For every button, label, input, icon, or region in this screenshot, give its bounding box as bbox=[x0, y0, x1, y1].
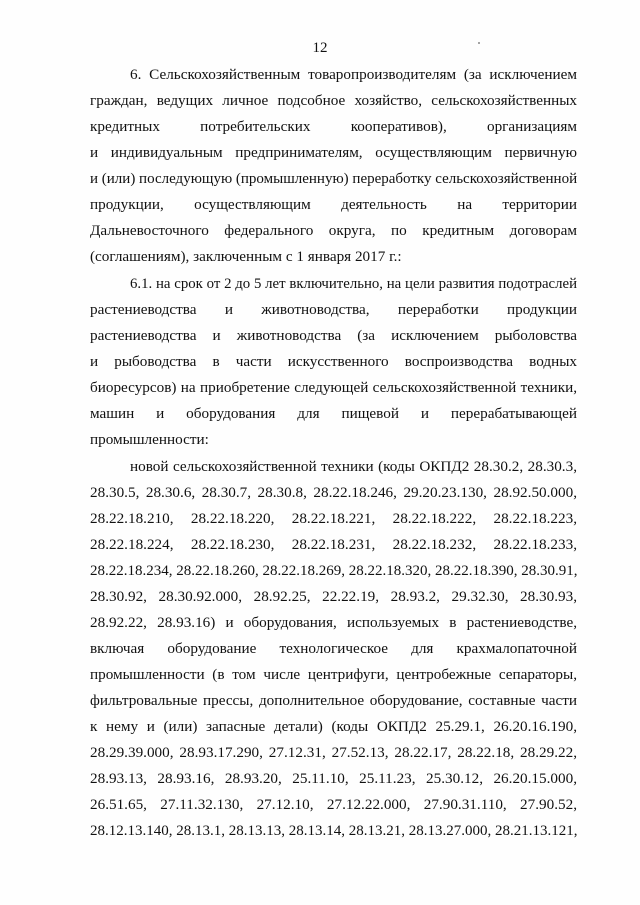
paragraph-6-1-line: растениеводства и животноводства (за исключением рыболовства bbox=[90, 327, 577, 344]
paragraph-6-line: кредитных потребительских кооперативов), организациям bbox=[90, 118, 577, 135]
page-number: 12 bbox=[312, 40, 328, 56]
equipment-list-line: фильтровальные прессы, дополнительное оборудование, составные части bbox=[90, 692, 577, 709]
equipment-list-line: 28.22.18.234, 28.22.18.260, 28.22.18.269, 28.22.18.320, 28.22.18.390, 28.30.91, bbox=[90, 563, 578, 579]
paragraph-6-line: 6. Сельскохозяйственным товаропроизводителям (за исключением bbox=[130, 66, 577, 83]
paragraph-6-line: и индивидуальным предпринимателям, осуществляющим первичную bbox=[90, 144, 577, 161]
paragraph-6-1-line: растениеводства и животноводства, переработки продукции bbox=[90, 301, 577, 318]
equipment-list-line: промышленности (в том числе центрифуги, центробежные сепараторы, bbox=[90, 666, 577, 683]
paragraph-6-1-line: 6.1. на срок от 2 до 5 лет включительно, на цели развития подотраслей bbox=[130, 276, 577, 292]
paragraph-6-1-line: и рыбоводства в части искусственного воспроизводства водных bbox=[90, 353, 577, 370]
paragraph-6-1-line: биоресурсов) на приобретение следующей сельскохозяйственной техники, bbox=[90, 379, 577, 396]
paragraph-6-line: граждан, ведущих личное подсобное хозяйство, сельскохозяйственных bbox=[90, 92, 577, 109]
paragraph-6-line: (соглашениям), заключенным с 1 января 2017 г.: bbox=[90, 248, 402, 265]
equipment-list-line: 26.51.65, 27.11.32.130, 27.12.10, 27.12.22.000, 27.90.31.110, 27.90.52, bbox=[90, 796, 577, 813]
paragraph-6-1-line: машин и оборудования для пищевой и перерабатывающей bbox=[90, 405, 577, 422]
equipment-list-line: 28.22.18.210, 28.22.18.220, 28.22.18.221, 28.22.18.222, 28.22.18.223, bbox=[90, 510, 577, 527]
equipment-list-line: 28.12.13.140, 28.13.1, 28.13.13, 28.13.14, 28.13.21, 28.13.27.000, 28.21.13.121, bbox=[90, 823, 578, 839]
equipment-list-line: 28.93.13, 28.93.16, 28.93.20, 25.11.10, 25.11.23, 25.30.12, 26.20.15.000, bbox=[90, 770, 577, 787]
paragraph-6-line: Дальневосточного федерального округа, по кредитным договорам bbox=[90, 222, 577, 239]
equipment-list-line: 28.30.5, 28.30.6, 28.30.7, 28.30.8, 28.22.18.246, 29.20.23.130, 28.92.50.000, bbox=[90, 484, 577, 501]
equipment-list-line: включая оборудование технологическое для крахмалопаточной bbox=[90, 640, 577, 657]
equipment-list-line: к нему и (или) запасные детали) (коды ОКПД2 25.29.1, 26.20.16.190, bbox=[90, 718, 577, 735]
paragraph-6-line: продукции, осуществляющим деятельность на территории bbox=[90, 196, 577, 213]
paragraph-6-1-line: промышленности: bbox=[90, 431, 209, 448]
equipment-list-line: 28.22.18.224, 28.22.18.230, 28.22.18.231, 28.22.18.232, 28.22.18.233, bbox=[90, 536, 577, 553]
equipment-list-line: 28.92.22, 28.93.16) и оборудования, используемых в растениеводстве, bbox=[90, 614, 577, 631]
paragraph-6-line: и (или) последующую (промышленную) переработку сельскохозяйственной bbox=[90, 171, 578, 187]
equipment-list-line: 28.30.92, 28.30.92.000, 28.92.25, 22.22.19, 28.93.2, 29.32.30, 28.30.93, bbox=[90, 588, 577, 605]
equipment-list-line: новой сельскохозяйственной техники (коды ОКПД2 28.30.2, 28.30.3, bbox=[130, 458, 577, 475]
equipment-list-line: 28.29.39.000, 28.93.17.290, 27.12.31, 27.52.13, 28.22.17, 28.22.18, 28.29.22, bbox=[90, 744, 577, 761]
